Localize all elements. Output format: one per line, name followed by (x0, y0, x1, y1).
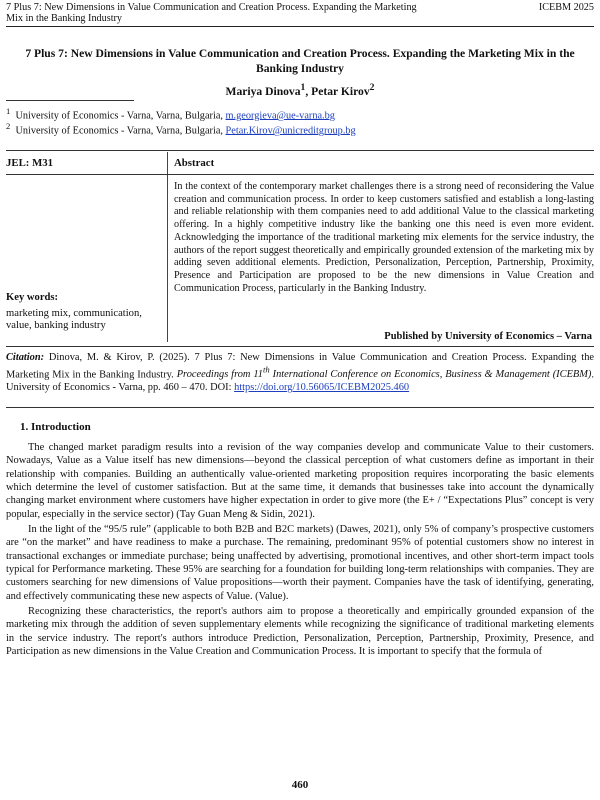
paragraph: The changed market paradigm results into a revision of the way companies develop and communicate Value to their customers. Nowadays, Value as a Value itself has new dimensions—beyond the classical perception of what customers define as important in their relationship with companies. Building an authentically value-oriented marketing proposition requires incorporating the basic elements which determine the level of customer satisfaction. But at the same time, it demands that businesses take into account the dynamically changing market environment where customers have higher expectation in order to give more (the E+ / “Expectations Plus” concept is very popular, especially in the service sector) (Tay Guan Meng & Sidin, 2021). (6, 442, 594, 520)
doi-link[interactable]: https://doi.org/10.56065/ICEBM2025.460 (234, 382, 410, 394)
section-heading: 1. Introduction (20, 421, 91, 433)
author-name: Mariya Dinova (225, 84, 301, 98)
citation-block (6, 351, 594, 394)
author-line (0, 82, 600, 98)
running-header-title: 7 Plus 7: New Dimensions in Value Communication and Creation Process. Expanding the Marketing Mix in the Banking Industry (6, 2, 417, 24)
affiliation-text: University of Economics - Varna, Varna, Bulgaria, (15, 125, 226, 137)
affiliation-number: 2 (6, 121, 11, 131)
citation-proceedings-rest: International Conference on Economics, Business & Management (ICEBM) (269, 369, 592, 381)
email-link[interactable]: Petar.Kirov@unicreditgroup.bg (225, 125, 356, 137)
citation-text: Dinova, M. & Kirov, P. (2025). 7 Plus 7: New Dimensions in Value Communication and Creation Process. Expanding the Marketing Mix in the Banking Industry. (6, 352, 594, 381)
citation-superscript: th (262, 365, 270, 375)
divider (6, 407, 594, 408)
paragraph: In the light of the “95/5 rule” (applicable to both B2B and B2C markets) (Dawes, 2021), only 5% of company’s prospective customers are “on the market” and have readiness to make a purchase. The remaining, predominant 95% of potential customers show no interest in transactional exchanges or immediate purchase; being unaffected by advertising, promotional incentives, and other short-term impact tools typical for Performance marketing. These 95% are searching for a foundation for building long-term relationships with companies. They are customers searching for new dimensions of Value propositions—worth their payment. Companies have the task of identifying, generating, and effectively communicating these new aspects of Value. (Value). (6, 524, 594, 602)
affiliation-text: University of Economics - Varna, Varna, Bulgaria, (15, 110, 226, 122)
running-header (6, 2, 594, 27)
author-affiliation-mark: 2 (369, 82, 375, 93)
divider (6, 174, 594, 175)
abstract-text: In the context of the contemporary market challenges there is a strong need of reconsidering the Value creation and communication process. In order to keep customers satisfied and establish a long-lasting and reliable relationship with them companies need to add additional Value to the classical marketing offering. In a highly competitive industry like the banking one this need is even more evident. Acknowledging the importance of the traditional marketing mix elements for the service industry, the authors of the report suggest theoretically and empirically grounded extension of the marketing mix by adding seven additional elements. Prediction, Personalization, Perception, Partnership, Proximity, Presence and Participation are proposed to be the new dimensions in Value Creation and Communication Process, particularly in the Banking Industry. (174, 181, 594, 294)
affiliation-rule (6, 100, 134, 101)
keywords-block (6, 292, 164, 333)
publisher-line: Published by University of Economics – Varna (384, 331, 592, 342)
running-header-conference: ICEBM 2025 (538, 2, 594, 13)
author-name: Petar Kirov (311, 84, 370, 98)
paragraph: Recognizing these characteristics, the report's authors aim to propose a theoretically and empirically grounded expansion of the marketing mix through the addition of seven supplementary elements while recognizing the significance of traditional marketing elements in the service industry. The report's authors introduce Prediction, Personalization, Perception, Partnership, Proximity, Presence, and Participation as new dimensions in the Value Creation and Communication Process. It is important to specify that the formula of (6, 606, 594, 658)
citation-label: Citation: (6, 352, 45, 363)
citation-proceedings: Proceedings from 11 (176, 369, 263, 381)
affiliation-number: 1 (6, 106, 11, 116)
divider (6, 346, 594, 347)
keywords-list: marketing mix, communication, value, banking industry (6, 307, 142, 331)
body-text (6, 441, 594, 661)
author-affiliation-mark: 1 (300, 82, 306, 93)
affiliation (6, 120, 356, 137)
paper-title: 7 Plus 7: New Dimensions in Value Communication and Creation Process. Expanding the Marketing Mix in the Banking Industry (25, 47, 575, 75)
author-separator: , (305, 84, 312, 98)
keywords-heading: Key words: (6, 292, 59, 303)
column-divider (167, 152, 168, 342)
citation-tail: . University of Economics - Varna, pp. 460 – 470. DOI: (6, 369, 594, 394)
page-number: 460 (291, 779, 309, 791)
email-link[interactable]: m.georgieva@ue-varna.bg (225, 110, 335, 122)
abstract-heading: Abstract (174, 157, 215, 169)
divider (6, 150, 594, 151)
jel-code: JEL: M31 (6, 157, 54, 169)
